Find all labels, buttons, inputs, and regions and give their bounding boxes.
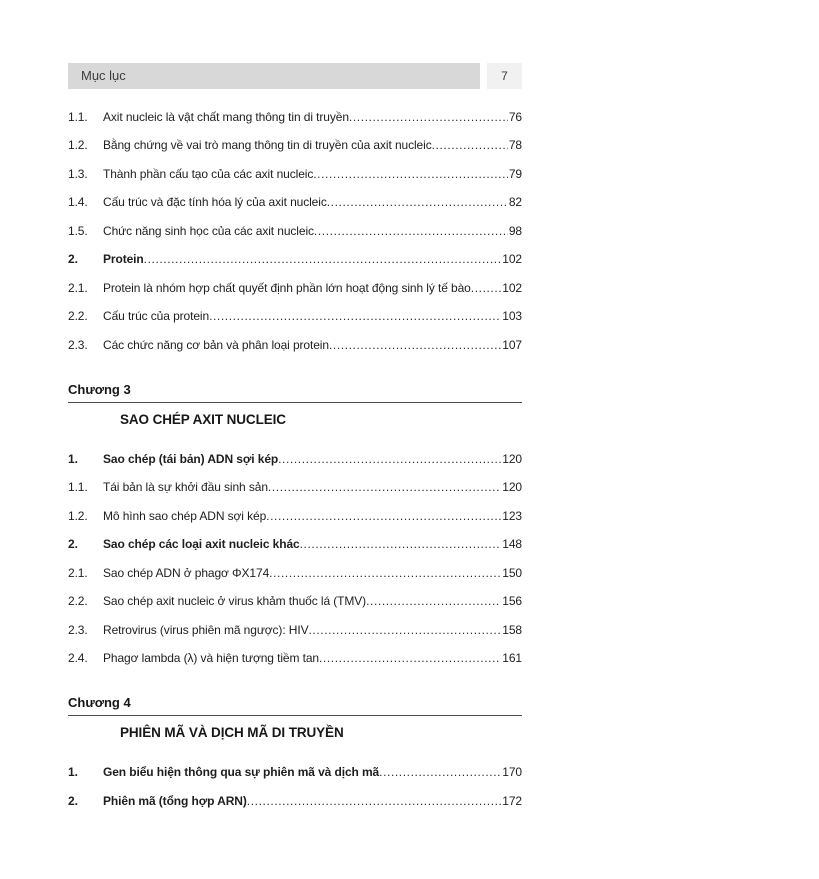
toc-entry: [68, 188, 522, 216]
toc-entry: [68, 217, 522, 245]
toc-entry: [68, 160, 522, 188]
entry-page: 102: [502, 280, 522, 295]
leader-dots: [432, 131, 508, 159]
leader-dots: [314, 217, 508, 245]
entry-number: 1.3.: [68, 166, 88, 181]
toc-entry: [68, 302, 522, 330]
entry-title: Sao chép ADN ở phagơ ΦX174: [103, 565, 270, 580]
entry-page: 78: [508, 138, 522, 153]
entry-number: 2.: [68, 537, 78, 552]
toc-entry: [68, 559, 522, 587]
entry-page: 123: [502, 508, 522, 523]
entry-page: 103: [502, 309, 522, 324]
entry-number: 1.: [68, 451, 78, 466]
entry-number: 2.2.: [68, 594, 88, 609]
entry-number: 2.3.: [68, 337, 88, 352]
toc-entry: [68, 103, 522, 131]
leader-dots: [247, 787, 501, 815]
toc-entry: [68, 758, 522, 786]
entry-number: 2.: [68, 793, 78, 808]
leader-dots: [309, 616, 502, 644]
toc-group-intro: [68, 103, 522, 359]
entry-title: Retrovirus (virus phiên mã ngược): HIV: [103, 622, 309, 637]
entry-title: Tái bản là sự khởi đầu sinh sản: [103, 480, 268, 495]
chapter-label: Chương 4: [68, 694, 522, 716]
leader-dots: [327, 188, 508, 216]
entry-number: 1.4.: [68, 195, 88, 210]
entry-number: 2.4.: [68, 651, 88, 665]
entry-title: Sao chép (tái bản) ADN sợi kép: [103, 451, 279, 466]
entry-page: 170: [502, 765, 522, 780]
leader-dots: [278, 445, 501, 473]
leader-dots: [329, 331, 501, 359]
toc-entry: [68, 502, 522, 530]
toc-entry: [68, 587, 522, 615]
entry-title: Phagơ lambda (λ) và hiện tượng tiềm tan: [103, 651, 319, 665]
leader-dots: [269, 559, 501, 587]
leader-dots: [313, 160, 508, 188]
running-header-title: Mục lục: [68, 63, 480, 89]
toc-entry: [68, 473, 522, 501]
entry-number: 2.2.: [68, 309, 88, 324]
leader-dots: [471, 274, 502, 302]
toc-group-chapter3: [68, 445, 522, 673]
leader-dots: [209, 302, 501, 330]
entry-title: Protein là nhóm hợp chất quyết định phần lớn hoạt động sinh lý tế bào: [103, 280, 471, 295]
entry-page: 107: [502, 337, 522, 352]
toc-entry: [68, 445, 522, 473]
entry-title: Bằng chứng về vai trò mang thông tin di truyền của axit nucleic: [103, 138, 432, 153]
toc-entry: [68, 787, 522, 815]
leader-dots: [349, 103, 508, 131]
entry-number: 1.1.: [68, 110, 88, 124]
chapter-label: Chương 3: [68, 381, 522, 403]
entry-page: 161: [502, 651, 522, 665]
entry-page: 98: [508, 223, 522, 238]
chapter-title: PHIÊN MÃ VÀ DỊCH MÃ DI TRUYỀN: [120, 725, 344, 741]
toc-entry: [68, 274, 522, 302]
entry-page: 82: [508, 195, 522, 210]
leader-dots: [266, 502, 501, 530]
entry-page: 150: [502, 565, 522, 580]
entry-title: Phiên mã (tổng hợp ARN): [103, 793, 247, 808]
entry-title: Sao chép axit nucleic ở virus khảm thuốc lá (TMV): [103, 594, 367, 609]
leader-dots: [319, 644, 501, 672]
entry-page: 120: [502, 451, 522, 466]
entry-title: Gen biểu hiện thông qua sự phiên mã và dịch mã: [103, 765, 380, 780]
entry-title: Protein: [103, 252, 144, 267]
entry-title: Cấu trúc và đặc tính hóa lý của axit nucleic: [103, 195, 327, 210]
entry-page: 158: [502, 622, 522, 637]
leader-dots: [144, 245, 502, 273]
toc-group-chapter4: [68, 758, 522, 815]
entry-page: 76: [508, 110, 522, 124]
toc-entry: [68, 616, 522, 644]
entry-title: Axit nucleic là vật chất mang thông tin di truyền: [103, 110, 349, 124]
entry-page: 156: [502, 594, 522, 609]
entry-title: Cấu trúc của protein: [103, 309, 210, 324]
leader-dots: [300, 530, 502, 558]
toc-entry: [68, 245, 522, 273]
leader-dots: [379, 758, 501, 786]
page-number-box: 7: [487, 63, 522, 89]
entry-title: Mô hình sao chép ADN sợi kép: [103, 508, 267, 523]
entry-number: 2.: [68, 252, 78, 267]
chapter-heading-3: [68, 381, 522, 427]
entry-title: Chức năng sinh học của các axit nucleic: [103, 223, 314, 238]
entry-number: 1.2.: [68, 138, 88, 153]
entry-number: 1.2.: [68, 508, 88, 523]
chapter-title: SAO CHÉP AXIT NUCLEIC: [120, 411, 286, 427]
entry-page: 172: [502, 793, 522, 808]
entry-page: 102: [502, 252, 522, 267]
running-header: [68, 63, 522, 89]
entry-page: 120: [502, 480, 522, 495]
toc-content: [68, 63, 522, 815]
entry-title: Thành phần cấu tạo của các axit nucleic: [103, 166, 314, 181]
entry-number: 2.1.: [68, 565, 88, 580]
entry-title: Sao chép các loại axit nucleic khác: [103, 537, 300, 552]
toc-entry: [68, 530, 522, 558]
toc-entry: [68, 131, 522, 159]
entry-title: Các chức năng cơ bản và phân loại protein: [103, 337, 329, 352]
entry-number: 2.1.: [68, 280, 88, 295]
entry-number: 2.3.: [68, 622, 88, 637]
entry-page: 79: [508, 166, 522, 181]
toc-entry: [68, 331, 522, 359]
leader-dots: [268, 473, 501, 501]
toc-entry: [68, 644, 522, 672]
leader-dots: [366, 587, 501, 615]
entry-number: 1.1.: [68, 480, 88, 495]
chapter-heading-4: [68, 694, 522, 740]
entry-number: 1.: [68, 765, 78, 780]
entry-page: 148: [502, 537, 522, 552]
entry-number: 1.5.: [68, 223, 88, 238]
